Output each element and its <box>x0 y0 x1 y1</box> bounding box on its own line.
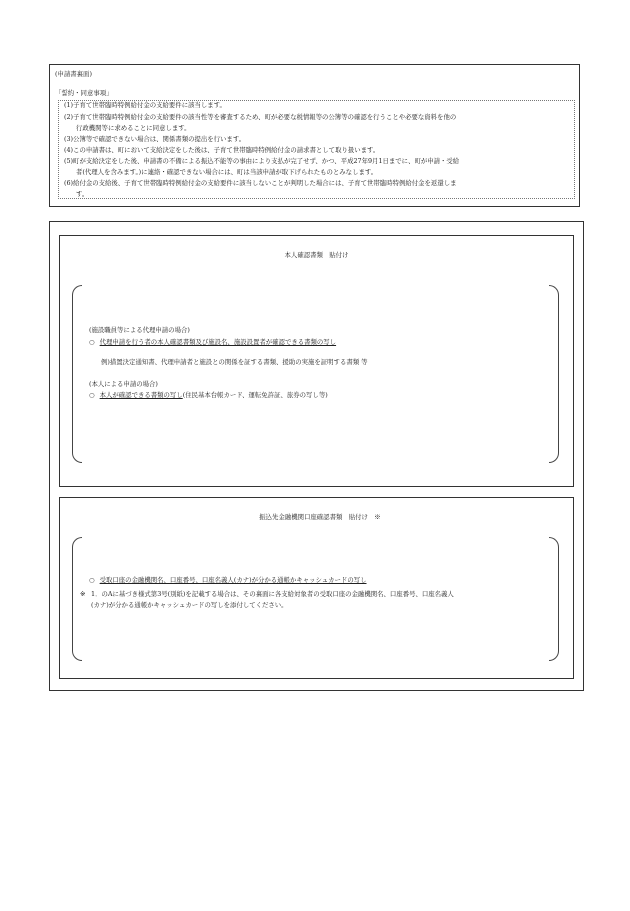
pledge-item-3: (3)公簿等で確認できない場合は、関係書類の提出を行います。 <box>64 135 246 143</box>
form-back-header: (申請書裏面) <box>55 70 92 78</box>
pledge-item-5: (5)町が支給決定をした後、申請書の不備による振込不能等の事由により支払が完了せず、かつ、平成27年9月1日までに、町が申請・受給 <box>64 157 460 165</box>
proxy-heading: (施設職員等による代理申請の場合) <box>89 326 190 334</box>
pledge-item-2-cont: 行政機関等に求めることに同意します。 <box>76 124 191 132</box>
self-bullet: ○ <box>89 391 95 399</box>
pledge-item-6: (6)給付金の支給後、子育て世帯臨時特例給付金の支給要件に該当しないことが判明した場合には、子育て世帯臨時特例給付金を返還しま <box>64 179 457 187</box>
proxy-text: 代理申請を行う者の本人確認書類及び施設名、施設設置者が確認できる書類の写し <box>99 338 337 346</box>
self-text-underlined: 本人が確認できる書類の写し <box>99 391 183 399</box>
right-bracket-bank <box>549 537 559 661</box>
right-bracket <box>549 285 559 463</box>
identity-box-title: 本人確認書類 貼付け <box>284 251 349 259</box>
bank-note-mark: ※ <box>80 590 86 598</box>
pledge-item-4: (4)この申請書は、町において支給決定をした後は、子育て世帯臨時特例給付金の請求書として取り扱います。 <box>64 146 380 154</box>
pledge-item-6-cont: す。 <box>76 190 89 198</box>
pledge-item-1: (1)子育て世帯臨時特例給付金の支給要件に該当します。 <box>64 101 226 109</box>
pledge-item-2: (2)子育て世帯臨時特例給付金の支給要件の該当性等を審査するため、町が必要な税情報等の公簿等の確認を行うことや必要な資料を他の <box>64 113 457 121</box>
proxy-line <box>89 338 336 347</box>
pledge-item-5-cont: 者(代理人を含みます。)に連絡・確認できない場合には、町は当該申請が取下げられたものとみなします。 <box>76 168 378 176</box>
bank-text: 受取口座の金融機関名、口座番号、口座名義人(カナ)が分かる通帳かキャッシュカードの写し <box>99 576 367 584</box>
left-bracket-bank <box>72 537 82 661</box>
proxy-bullet: ○ <box>89 338 95 346</box>
left-bracket <box>72 285 82 463</box>
self-text-rest: (住民基本台帳カード、運転免許証、旅券の写し等) <box>182 391 328 399</box>
bank-bullet: ○ <box>89 576 95 584</box>
proxy-example: 例)措置決定通知書、代理申請者と施設との関係を証する書類、援助の実施を証明する書類 等 <box>101 358 368 366</box>
self-heading: (本人による申請の場合) <box>89 380 158 388</box>
pledge-title: 「誓約・同意事項」 <box>55 89 113 97</box>
bank-note-line-2: (カナ)が分かる通帳かキャッシュカードの写しを添付してください。 <box>91 601 288 609</box>
bank-line <box>89 576 367 585</box>
bank-note-line-1: 1．のAに基づき様式第3号(別紙)を記載する場合は、その裏面に各支給対象者の受取口座の金融機関名、口座番号、口座名義人 <box>91 590 454 598</box>
bank-document-box <box>59 497 574 679</box>
self-line <box>89 391 328 400</box>
bank-box-title: 振込先金融機関口座確認書類 貼付け ※ <box>259 513 381 521</box>
